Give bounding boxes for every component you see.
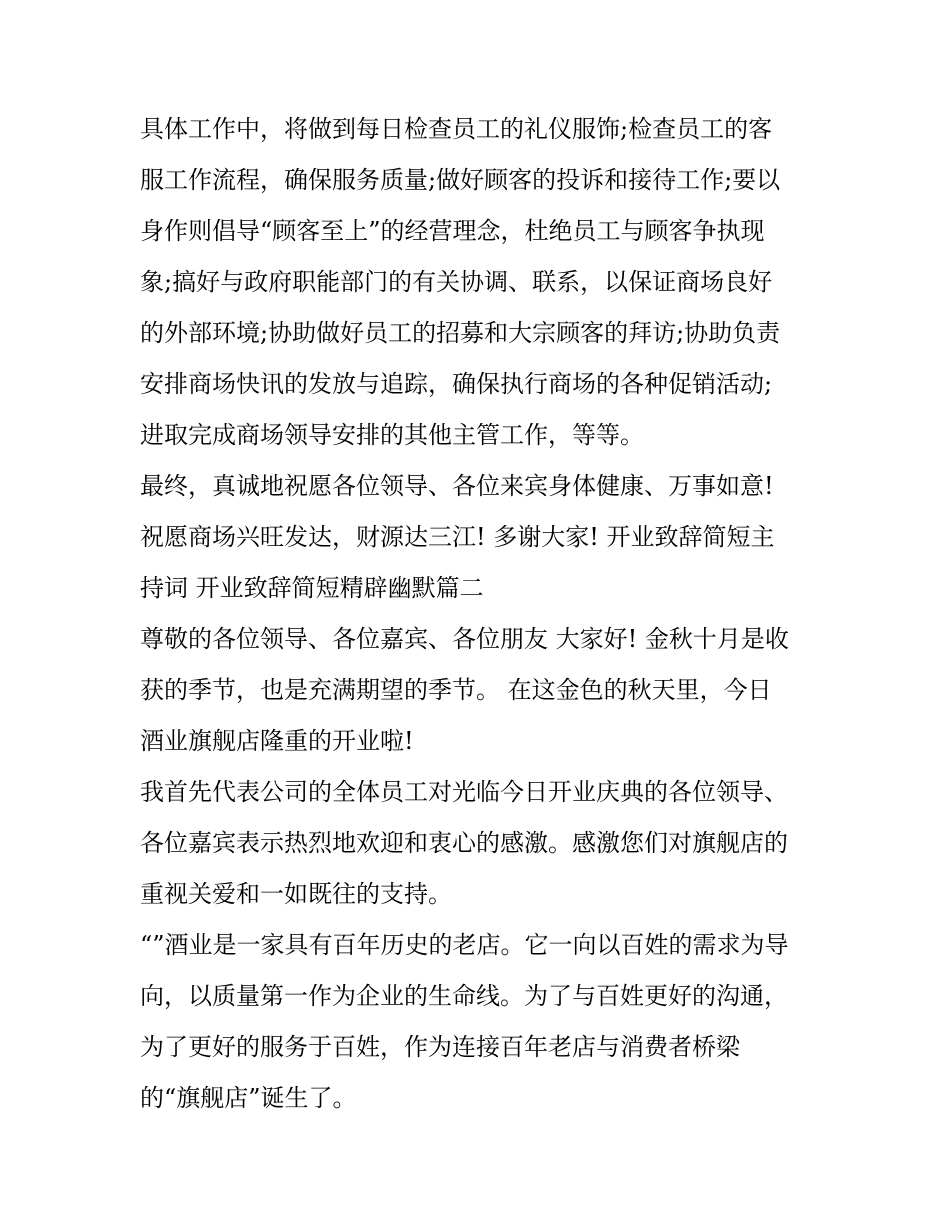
text-line-4: 象;搞好与政府职能部门的有关协调、联系，以保证商场良好 (140, 268, 773, 296)
text-line-10: 持词 开业致辞简短精辟幽默篇二 (140, 574, 484, 602)
text-line-20: 的“旗舰店”诞生了。 (140, 1084, 357, 1112)
text-line-16: 重视关爱和一如既往的支持。 (140, 880, 452, 908)
text-line-5: 的外部环境;协助做好员工的招募和大宗顾客的拜访;协助负责 (140, 319, 781, 347)
text-line-18: 向，以质量第一作为企业的生命线。为了与百姓更好的沟通， (140, 982, 788, 1010)
text-line-11: 尊敬的各位领导、各位嘉宾、各位朋友 大家好! 金秋十月是收 (140, 625, 789, 653)
text-line-3: 身作则倡导“顾客至上”的经营理念，杜绝员工与顾客争执现 (140, 217, 765, 245)
text-line-13: 酒业旗舰店隆重的开业啦! (140, 727, 414, 755)
text-line-8: 最终，真诚地祝愿各位领导、各位来宾身体健康、万事如意! (140, 472, 774, 500)
text-line-9: 祝愿商场兴旺发达，财源达三江! 多谢大家! 开业致辞简短主 (140, 523, 775, 551)
text-line-12: 获的季节，也是充满期望的季节。 在这金色的秋天里，今日 (140, 676, 772, 704)
text-line-6: 安排商场快讯的发放与追踪，确保执行商场的各种促销活动; (140, 370, 773, 398)
text-line-2: 服工作流程，确保服务质量;做好顾客的投诉和接待工作;要以 (140, 166, 781, 194)
text-line-7: 进取完成商场领导安排的其他主管工作，等等。 (140, 421, 644, 449)
text-line-14: 我首先代表公司的全体员工对光临今日开业庆典的各位领导、 (140, 778, 788, 806)
text-line-1: 具体工作中，将做到每日检查员工的礼仪服饰;检查员工的客 (140, 115, 773, 143)
text-line-19: 为了更好的服务于百姓，作为连接百年老店与消费者桥梁 (140, 1033, 740, 1061)
text-line-15: 各位嘉宾表示热烈地欢迎和衷心的感激。感激您们对旗舰店的 (140, 829, 788, 857)
document-body (140, 104, 820, 1124)
text-line-17: “”酒业是一家具有百年历史的老店。它一向以百姓的需求为导 (140, 931, 789, 959)
